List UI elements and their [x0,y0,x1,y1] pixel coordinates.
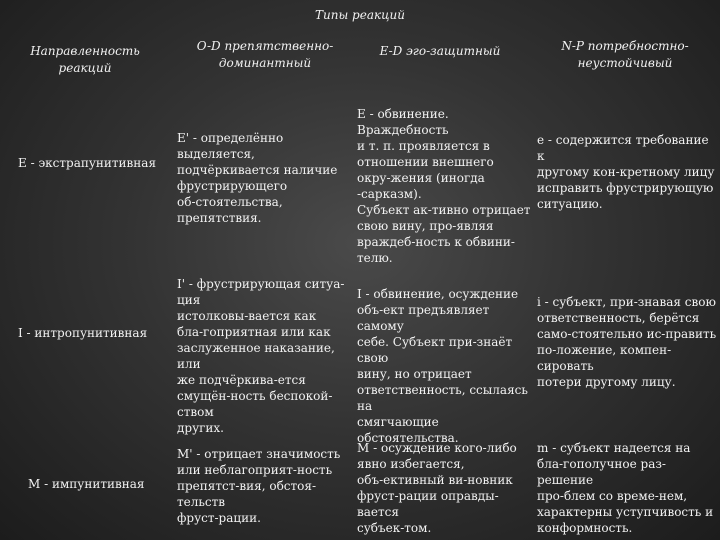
cell-m-ed: M - осуждение кого-либо явно избегается, объ-ективный ви-новник фруст-рации оправды-вается субъек-том. [357,441,517,535]
cell-i-od: I' - фрустрирующая ситуа-ция истолковы-вается как бла-гоприятная или как заслуженное наказание, или же подчёркива-ется смущён-ность беспокой-ством других. [177,277,345,435]
header-ed: E-D эго-защитный [379,44,501,58]
cell-e-np: e - содержится требование к другому кон-кретному лицу исправить фрустрирующую ситуацию. [537,133,715,211]
row-label-e: E - экстрапунитивная [18,156,157,170]
cell-m-od: M' - отрицает значимость или неблагоприят-ность препятст-вия, обстоя-тельств фруст-рации. [177,447,341,525]
cell-i-ed: I - обвинение, осуждение объ-ект предъявляет самому себе. Субъект при-знаёт свою вину, но отрицает ответственность, ссылаясь на смягчающие обстоятельства. [357,287,528,445]
header-od: O-D препятственно-доминантный [196,39,334,70]
slide-title: Типы реакций [315,8,405,22]
header-np: N-P потребностно-неустойчивый [561,39,689,70]
header-direction: Направленность реакций [30,44,140,75]
row-label-i: I - интропунитивная [18,326,148,340]
row-label-m: M - импунитивная [28,477,145,491]
cell-m-np: m - субъект надеется на бла-гополучное раз-решение про-блем со време-нем, характерны уступчивость и конформность. [537,441,714,535]
cell-e-od: E' - определённо выделяется, подчёркивается наличие фрустрирующего об-стоятельства, препятствия. [177,131,338,225]
cell-i-np: i - субъект, при-знавая свою ответственность, берётся само-стоятельно ис-править по-ложение, компен-сировать потери другому лицу. [537,295,717,389]
cell-e-ed: E - обвинение. Враждебность и т. п. проявляется в отношении внешнего окру-жения (иногда -сарказм). Субъект ак-тивно отрицает свою вину, про-являя враждеб-ность к обвини-телю. [357,107,531,265]
